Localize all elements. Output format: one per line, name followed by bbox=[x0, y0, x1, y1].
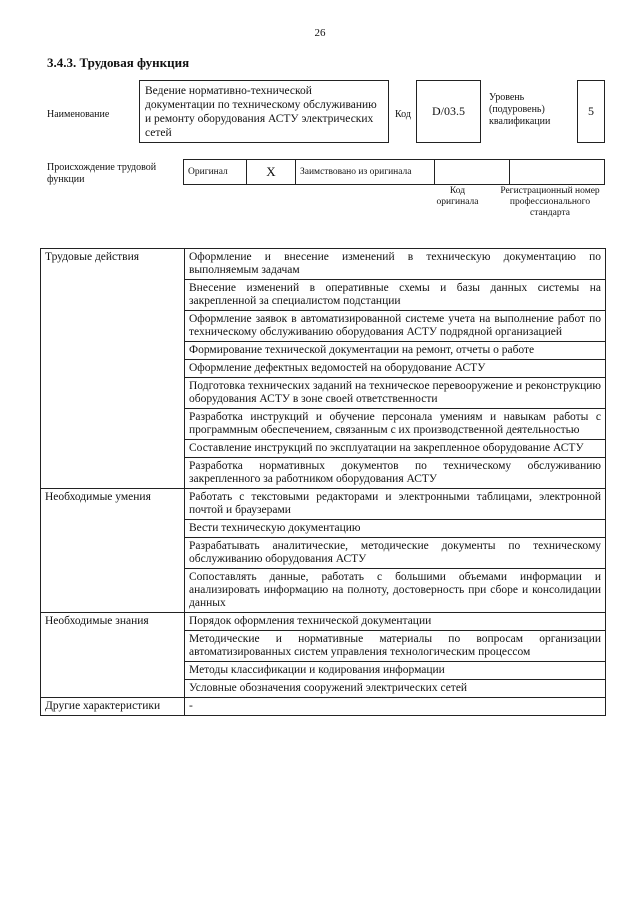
row-item: Условные обозначения сооружений электрических сетей bbox=[185, 680, 606, 698]
row-item: Составление инструкций по эксплуатации на закрепленное оборудование АСТУ bbox=[185, 440, 606, 458]
row-item: Оформление заявок в автоматизированной системе учета на выполнение работ по техническому обслуживанию оборудования АСТУ подрядной организацией bbox=[185, 311, 606, 342]
row-item: Разработка инструкций и обучение персонала умениям и навыкам работы с программным обеспечением, связанным с их производственной деятельностью bbox=[185, 409, 606, 440]
table-row bbox=[41, 698, 606, 716]
row-item: Подготовка технических заданий на техническое перевооружение и реконструкцию оборудования АСТУ в зоне своей ответственности bbox=[185, 378, 606, 409]
row-category: Другие характеристики bbox=[41, 698, 185, 716]
table-row bbox=[41, 249, 606, 280]
code-label: Код bbox=[395, 109, 411, 120]
table-row bbox=[41, 613, 606, 631]
level-value: 5 bbox=[577, 80, 605, 143]
row-item: Оформление и внесение изменений в техническую документацию по выполняемым задачам bbox=[185, 249, 606, 280]
row-item: Работать с текстовыми редакторами и электронными таблицами, электронной почтой и браузерами bbox=[185, 489, 606, 520]
table-row bbox=[41, 489, 606, 520]
row-item: Разрабатывать аналитические, методические документы по техническому обслуживанию оборудования АСТУ bbox=[185, 538, 606, 569]
row-category: Трудовые действия bbox=[41, 249, 185, 489]
origin-table bbox=[183, 159, 605, 185]
page-number: 26 bbox=[314, 27, 326, 39]
level-label: Уровень (подуровень) квалификации bbox=[489, 92, 551, 127]
registration-number-caption: Регистрационный номер профессионального стандарта bbox=[500, 186, 600, 218]
section-title: 3.4.3. Трудовая функция bbox=[47, 55, 190, 70]
row-item: Методы классификации и кодирования информации bbox=[185, 662, 606, 680]
row-item: Сопоставлять данные, работать с большими объемами информации и анализировать информацию на полноту, достоверность при сборе и консолидации данных bbox=[185, 569, 606, 613]
row-item: - bbox=[185, 698, 606, 716]
name-label: Наименование bbox=[47, 109, 110, 120]
row-category: Необходимые знания bbox=[41, 613, 185, 698]
original-mark: X bbox=[247, 160, 296, 185]
row-item: Вести техническую документацию bbox=[185, 520, 606, 538]
row-item: Разработка нормативных документов по техническому обслуживанию закрепленного за работником оборудования АСТУ bbox=[185, 458, 606, 489]
original-label: Оригинал bbox=[184, 160, 247, 185]
row-item: Методические и нормативные материалы по вопросам организации автоматизированных систем управления технологическим процессом bbox=[185, 631, 606, 662]
row-category: Необходимые умения bbox=[41, 489, 185, 613]
origin-label: Происхождение трудовой функции bbox=[47, 162, 157, 185]
row-item: Формирование технической документации на ремонт, отчеты о работе bbox=[185, 342, 606, 360]
registration-number-cell bbox=[510, 160, 605, 185]
borrowed-label: Заимствовано из оригинала bbox=[296, 160, 435, 185]
original-code-caption: Код оригинала bbox=[436, 186, 479, 207]
function-name: Ведение нормативно-технической документации по техническому обслуживанию и ремонту оборудования АСТУ электрических сетей bbox=[139, 80, 389, 143]
function-details-table bbox=[40, 248, 606, 716]
original-code-cell bbox=[435, 160, 510, 185]
row-item: Порядок оформления технической документации bbox=[185, 613, 606, 631]
row-item: Оформление дефектных ведомостей на оборудование АСТУ bbox=[185, 360, 606, 378]
code-value: D/03.5 bbox=[416, 80, 481, 143]
row-item: Внесение изменений в оперативные схемы и базы данных системы на закрепленной за специалистом подстанции bbox=[185, 280, 606, 311]
